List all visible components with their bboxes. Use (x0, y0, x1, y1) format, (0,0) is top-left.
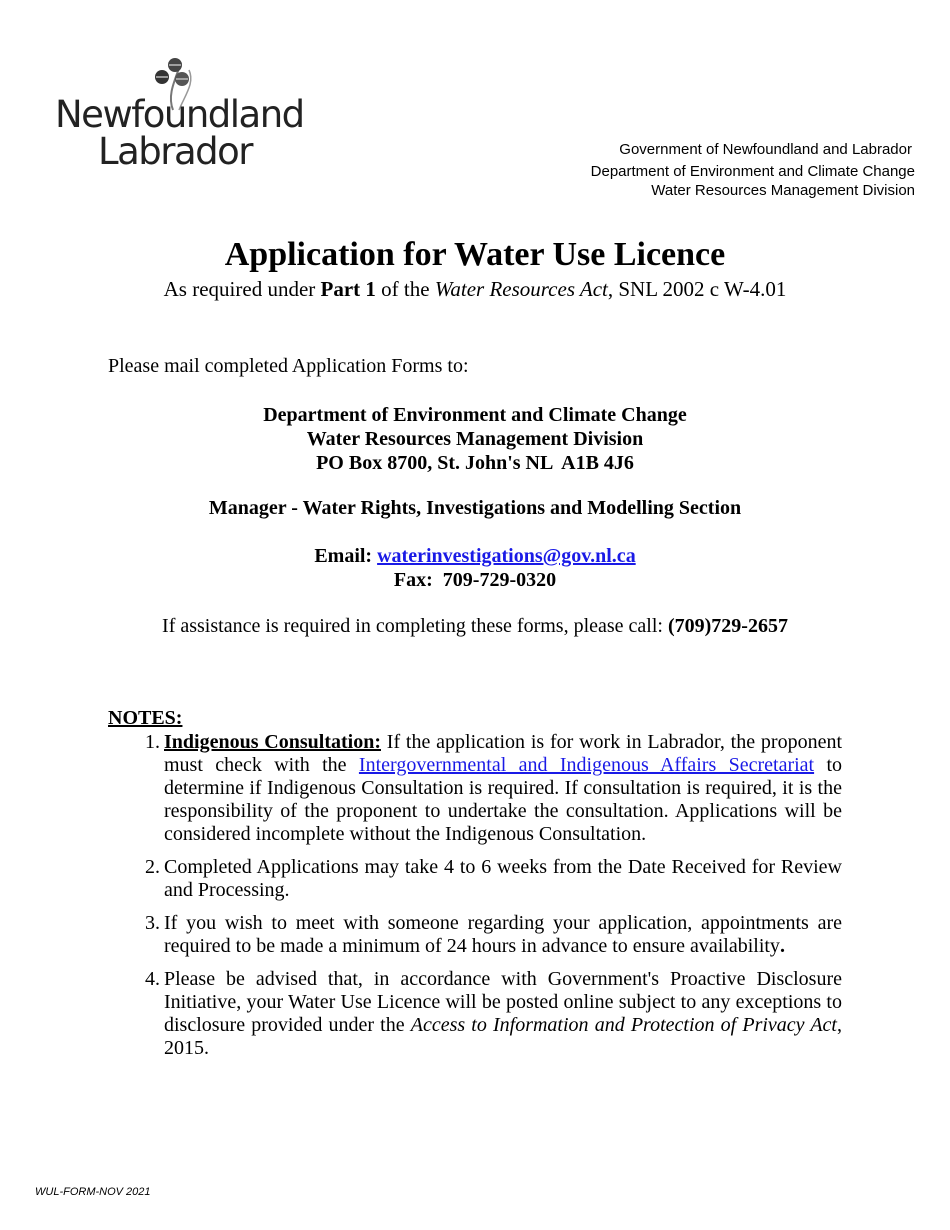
form-id-footer: WUL-FORM-NOV 2021 (35, 1186, 151, 1198)
logo-wordmark-newfoundland: Newfoundland (55, 93, 304, 136)
fax-line: Fax: 709-729-0320 (393, 569, 557, 591)
manager-title: Manager - Water Rights, Investigations and Modelling Section (208, 497, 742, 519)
mail-instruction: Please mail completed Application Forms to: (108, 355, 469, 377)
division-name: Water Resources Management Division (651, 182, 915, 199)
address-line: Department of Environment and Climate Change (263, 404, 687, 426)
address-line: Water Resources Management Division (306, 428, 644, 450)
notes-list (108, 731, 842, 1070)
logo (55, 55, 304, 175)
email-link[interactable]: waterinvestigations@gov.nl.ca (377, 545, 636, 567)
page-subtitle: As required under Part 1 of the Water Resources Act, SNL 2002 c W-4.01 (163, 277, 787, 301)
list-item: 4. Please be advised that, in accordance with Government's Proactive Disclosure Initiative, your Water Use Licence will be posted online subject to any exceptions to disclosure provided under the Access to Information and Protection of Privacy Act, 2015. (145, 968, 842, 1059)
secretariat-link[interactable]: Intergovernmental and Indigenous Affairs Secretariat (358, 754, 815, 776)
page-title: Application for Water Use Licence (224, 236, 726, 273)
logo-wordmark-labrador: Labrador (98, 130, 252, 173)
contact-info (0, 544, 950, 592)
mailing-address (0, 403, 950, 475)
assistance-phone: (709)729-2657 (667, 615, 788, 637)
department-name: Department of Environment and Climate Change (590, 163, 915, 180)
list-item: 2. Completed Applications may take 4 to 6 weeks from the Date Received for Review and Processing. (145, 856, 842, 901)
government-header (591, 140, 915, 200)
list-item: 3. If you wish to meet with someone regarding your application, appointments are required to be made a minimum of 24 hours in advance to ensure availability. (145, 912, 842, 957)
list-item: 1. Indigenous Consultation: If the application is for work in Labrador, the proponent must check with the Intergovernmental and Indigenous Affairs Secretariat to determine if Indigenous Consultation is required. If consultation is required, it is the responsibility of the proponent to undertake the consultation. Applications will be considered incomplete without the Indigenous Consultation. (145, 731, 843, 845)
assistance-line: If assistance is required in completing these forms, please call: (709)729-2657 (162, 615, 788, 637)
government-name: Government of Newfoundland and Labrador (619, 141, 912, 158)
address-line: PO Box 8700, St. John's NL A1B 4J6 (316, 452, 634, 474)
email-line: Email: waterinvestigations@gov.nl.ca (314, 545, 636, 567)
notes-heading: NOTES: (108, 707, 183, 729)
